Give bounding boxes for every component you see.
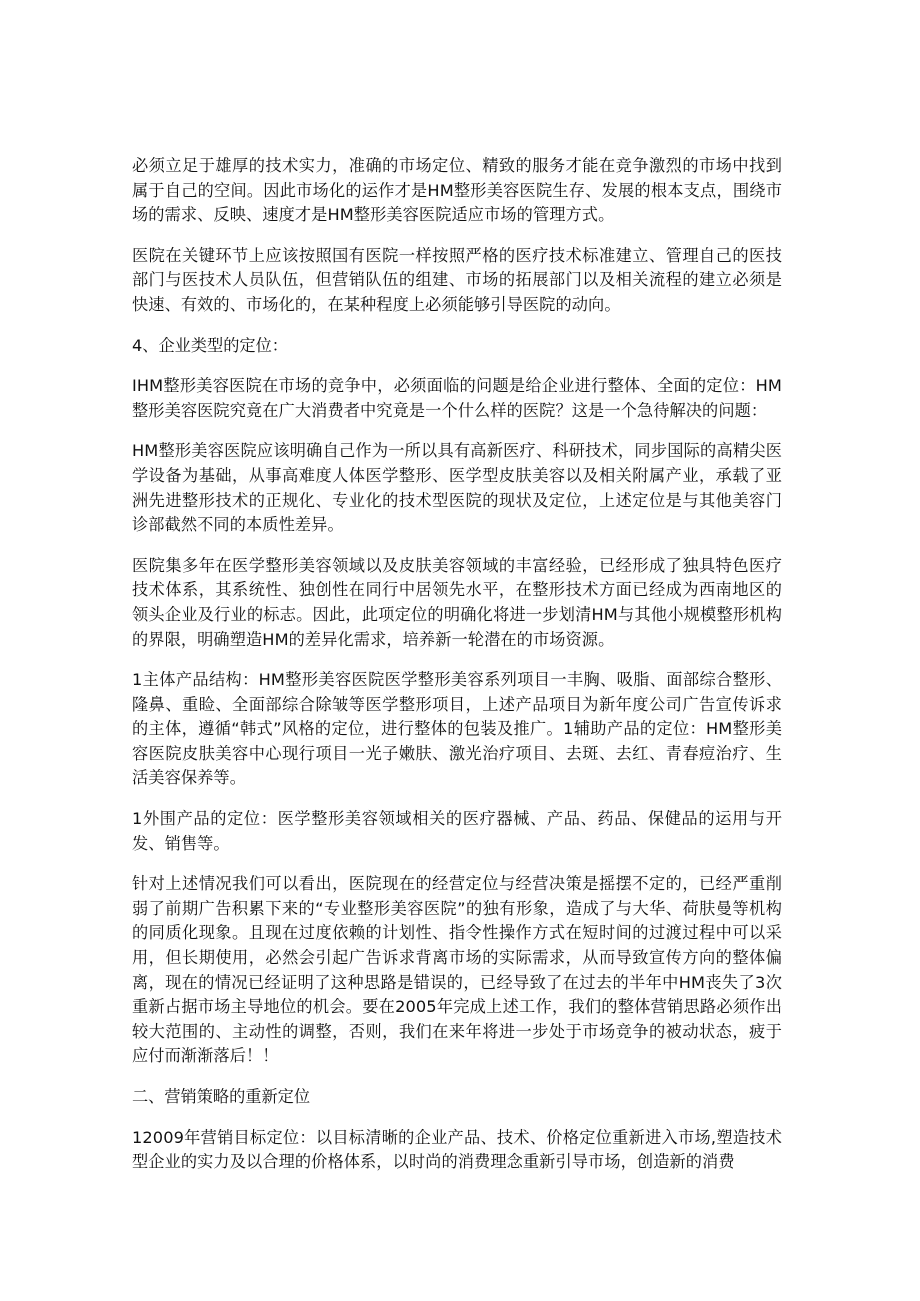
paragraph-4: HM整形美容医院应该明确自己作为一所以具有高新医疗、科研技术，同步国际的高精尖医学设备为基础，从事高难度人体医学整形、医学型皮肤美容以及相关附属产业，承载了亚洲先进整形技术的正规化、专业化的技术型医院的现状及定位，上述定位是与其他美容门诊部截然不同的本质性差异。 — [132, 441, 782, 535]
paragraph-2: 医院在关键环节上应该按照国有医院一样按照严格的医疗技术标准建立、管理自己的医技部门与医技术人员队伍，但营销队伍的组建、市场的拓展部门以及相关流程的建立必须是快速、有效的、市场化的，在某种程度上必须能够引导医院的动向。 — [132, 245, 782, 314]
paragraph-6: 1主体产品结构：HM整形美容医院医学整形美容系列项目一丰胸、吸脂、面部综合整形、隆鼻、重睑、全面部综合除皱等医学整形项目，上述产品项目为新年度公司广告宣传诉求的主体，遵循“韩式”风格的定位，进行整体的包装及推广。1辅助产品的定位：HM整形美容医院皮肤美容中心现行项目一光子嫩肤、激光治疗项目、去斑、去红、青春痘治疗、生活美容保养等。 — [132, 670, 782, 788]
document-page — [132, 154, 782, 1191]
paragraph-7: 1外围产品的定位：医学整形美容领域相关的医疗器械、产品、药品、保健品的运用与开发、销售等。 — [132, 809, 782, 853]
paragraph-3: IHM整形美容医院在市场的竞争中，必须面临的问题是给企业进行整体、全面的定位：HM整形美容医院究竟在广大消费者中究竟是一个什么样的医院？这是一个急待解决的问题： — [132, 376, 782, 420]
paragraph-1: 必须立足于雄厚的技术实力，准确的市场定位、精致的服务才能在竞争激烈的市场中找到属于自己的空间。因此市场化的运作才是HM整形美容医院生存、发展的根本支点，围绕市场的需求、反映、速度才是HM整形美容医院适应市场的管理方式。 — [132, 156, 782, 225]
section-heading-enterprise-type: 4、企业类型的定位： — [132, 335, 288, 355]
paragraph-9: 12009年营销目标定位：以目标清晰的企业产品、技术、价格定位重新进入市场,塑造技术型企业的实力及以合理的价格体系，以时尚的消费理念重新引导市场，创造新的消费 — [132, 1127, 782, 1172]
paragraph-8: 针对上述情况我们可以看出，医院现在的经营定位与经营决策是摇摆不定的，已经严重削弱了前期广告积累下来的“专业整形美容医院”的独有形象，造成了与大华、荷肤曼等机构的同质化现象。且现在过度依赖的计划性、指令性操作方式在短时间的过渡过程中可以采用，但长期使用，必然会引起广告诉求背离市场的实际需求，从而导致宣传方向的整体偏离，现在的情况已经证明了这种思路是错误的，已经导致了在过去的半年中HM丧失了3次重新占据市场主导地位的机会。要在2005年完成上述工作，我们的整体营销思路必须作出较大范围的、主动性的调整，否则，我们在来年将进一步处于市场竞争的被动状态，疲于应付而渐渐落后！！ — [132, 874, 782, 1066]
section-heading-marketing-strategy: 二、营销策略的重新定位 — [132, 1087, 311, 1106]
paragraph-5: 医院集多年在医学整形美容领域以及皮肤美容领域的丰富经验，已经形成了独具特色医疗技术体系，其系统性、独创性在同行中居领先水平，在整形技术方面已经成为西南地区的领头企业及行业的标志。因此，此项定位的明确化将进一步划清HM与其他小规模整形机构的界限，明确塑造HM的差异化需求，培养新一轮潜在的市场资源。 — [132, 555, 782, 649]
